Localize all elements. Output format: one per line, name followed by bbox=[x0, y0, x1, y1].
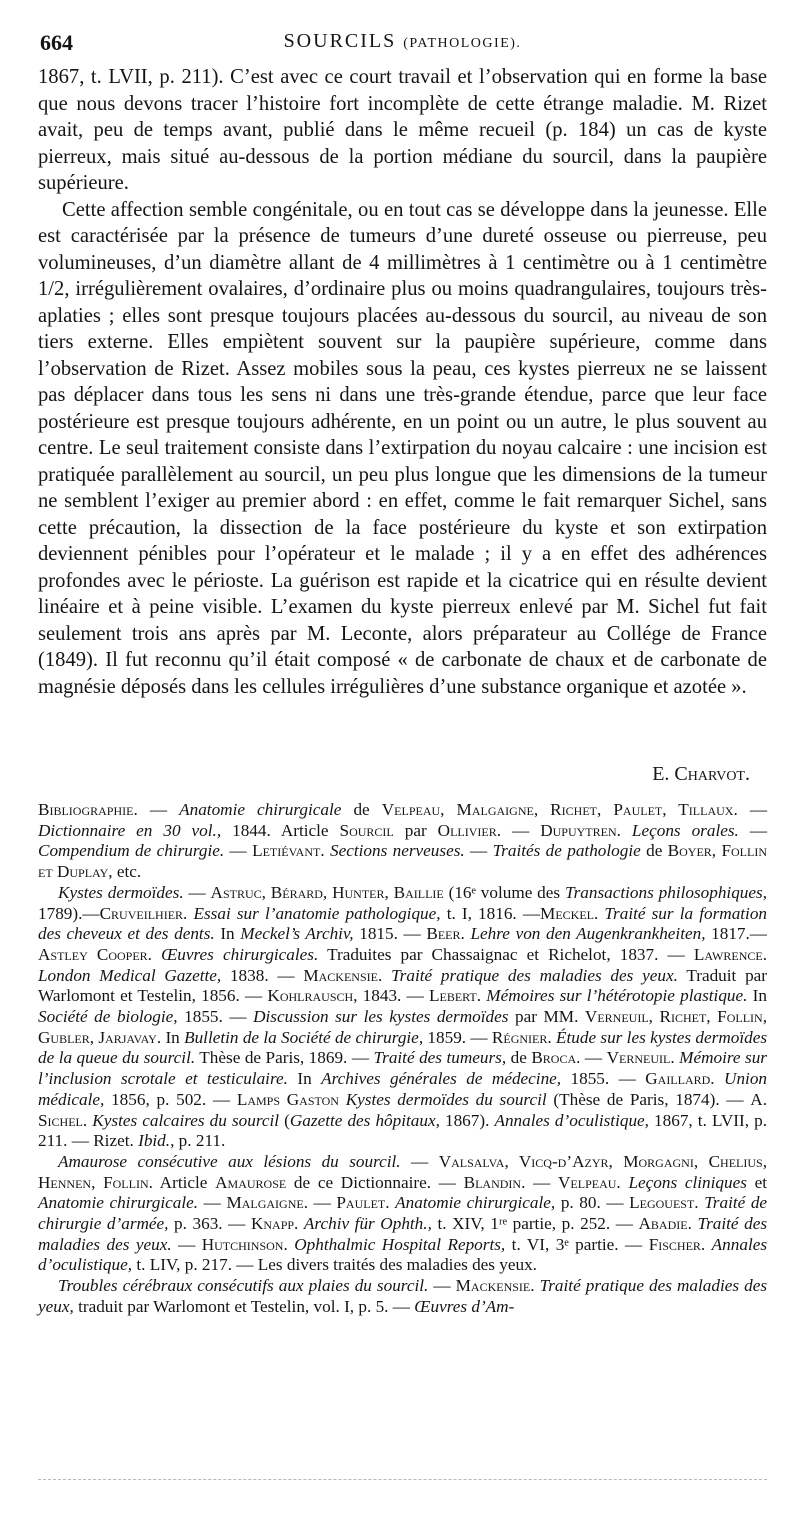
running-header bbox=[40, 30, 765, 60]
bibliography bbox=[38, 800, 767, 1318]
bibliography-entry-troubles: Troubles cérébraux consécutifs aux plaies du sourcil. — Mackensie. Traité pratique des maladies des yeux, traduit par Warlomont et Testelin, vol. I, p. 5. — Œuvres d’Am- bbox=[38, 1276, 768, 1316]
article-body bbox=[38, 64, 767, 700]
author-signature: E. Charvot. bbox=[652, 763, 750, 785]
paragraph-1: 1867, t. LVII, p. 211). C’est avec ce court travail et l’observation qui en forme la base que nous devons tracer l’histoire fort incomplète de cette étrange maladie. M. Rizet avait, peu de temps avant, publié dans le même recueil (p. 184) un cas de kyste pierreux, mais situé au-dessous de la portion médiane du sourcil, dans la paupière supérieure. bbox=[38, 66, 767, 194]
bibliography-entry-general: Bibliographie. — Anatomie chirurgicale de Velpeau, Malgaigne, Richet, Paulet, Tillaux. — Dictionnaire en 30 vol., 1844. Article Sourcil par Ollivier. — Dupuytren. Leçons orales. — Compendium de chirurgie. — Letiévant. Sections nerveuses. — Traités de pathologie de Boyer, Follin et Duplay, etc. bbox=[38, 800, 768, 882]
page-number: 664 bbox=[40, 30, 73, 55]
bibliography-entry-amaurose: Amaurose consécutive aux lésions du sourcil. — Valsalva, Vicq-d’Azyr, Morgagni, Chelius, Hennen, Follin. Article Amaurose de ce Dictionnaire. — Blandin. — Velpeau. Leçons cliniques et Anatomie chirurgicale. — Malgaigne. — Paulet. Anatomie chirurgicale, p. 80. — Legouest. Traité de chirurgie d’armée, p. 363. — Knapp. Archiv für Ophth., t. XIV, 1ʳᵉ partie, p. 252. — Abadie. Traité des maladies des yeux. — Hutchinson. Ophthalmic Hospital Reports, t. VI, 3ᵉ partie. — Fischer. Annales d’oculistique, t. LIV, p. 217. — Les divers traités des maladies des yeux. bbox=[38, 1151, 768, 1275]
bleed-through-rule bbox=[38, 1479, 767, 1484]
running-title-sub: (PATHOLOGIE). bbox=[403, 36, 522, 51]
paragraph-2: Cette affection semble congénitale, ou en tout cas se développe dans la jeunesse. Elle est caractérisée par la présence de tumeurs d’une dureté osseuse ou pierreuse, peu volumineuses, d’un diamètre allant de 4 millimètres à 1 centimètre ou à 1 centimètre 1/2, irrégulièrement ovalaires, d’ordinaire plus ou moins quadrangulaires, toujours très-aplaties ; elles sont presque toujours placées au-dessous du sourcil, au niveau de son tiers externe. Elles empiètent souvent sur la paupière supérieure, comme dans l’observation de Rizet. Assez mobiles sous la peau, ces kystes pierreux ne se laissent pas déplacer dans tous les sens ni dans une très-grande étendue, parce que leur face postérieure est presque toujours adhérente, en un point ou un autre, le plus souvent au centre. Le seul traitement consiste dans l’extirpation du noyau calcaire : une incision est pratiquée parallèlement au sourcil, un peu plus longue que les dimensions de la tumeur ne semblent l’exiger au premier abord : en effet, comme le fait remarquer Sichel, sans cette précaution, la dissection de la face postérieure du kyste et son extirpation deviennent pénibles pour l’opérateur et le malade ; il y a en effet des adhérences profondes avec le périoste. La guérison est rapide et la cicatrice qui en résulte devient linéaire et à peine visible. L’examen du kyste pierreux enlevé par M. Sichel fut fait seulement trois ans après par M. Leconte, alors préparateur au Collége de France (1849). Il fut reconnu qu’il était composé « de carbonate de chaux et de carbonate de magnésie déposés dans les cellules irrégulières d’une substance organique et azotée ». bbox=[38, 198, 767, 698]
bibliography-entry-kystes: Kystes dermoïdes. — Astruc, Bérard, Hunter, Baillie (16ᵉ volume des Transactions philosophiques, 1789).—Cruveilhier. Essai sur l’anatomie pathologique, t. I, 1816. —Meckel. Traité sur la formation des cheveux et des dents. In Meckel’s Archiv, 1815. — Beer. Lehre von den Augenkrankheiten, 1817.— Astley Cooper. Œuvres chirurgicales. Traduites par Chassaignac et Richelot, 1837. — Lawrence. London Medical Gazette, 1838. — Mackensie. Traité pratique des maladies des yeux. Traduit par Warlomont et Testelin, 1856. — Kohlrausch, 1843. — Lebert. Mémoires sur l’hétérotopie plastique. In Société de biologie, 1855. — Discussion sur les kystes dermoïdes par MM. Verneuil, Richet, Follin, Gubler, Jarjavay. In Bulletin de la Société de chirurgie, 1859. — Régnier. Étude sur les kystes dermoïdes de la queue du sourcil. Thèse de Paris, 1869. — Traité des tumeurs, de Broca. — Verneuil. Mémoire sur l’inclusion scrotale et testiculaire. In Archives générales de médecine, 1855. — Gaillard. Union médicale, 1856, p. 502. — Lamps Gaston Kystes dermoïdes du sourcil (Thèse de Paris, 1874). — A. Sichel. Kystes calcaires du sourcil (Gazette des hôpitaux, 1867). Annales d’oculistique, 1867, t. LVII, p. 211. — Rizet. Ibid., p. 211. bbox=[38, 882, 768, 1151]
running-title-main: SOURCILS bbox=[283, 30, 397, 52]
running-title bbox=[40, 30, 765, 53]
